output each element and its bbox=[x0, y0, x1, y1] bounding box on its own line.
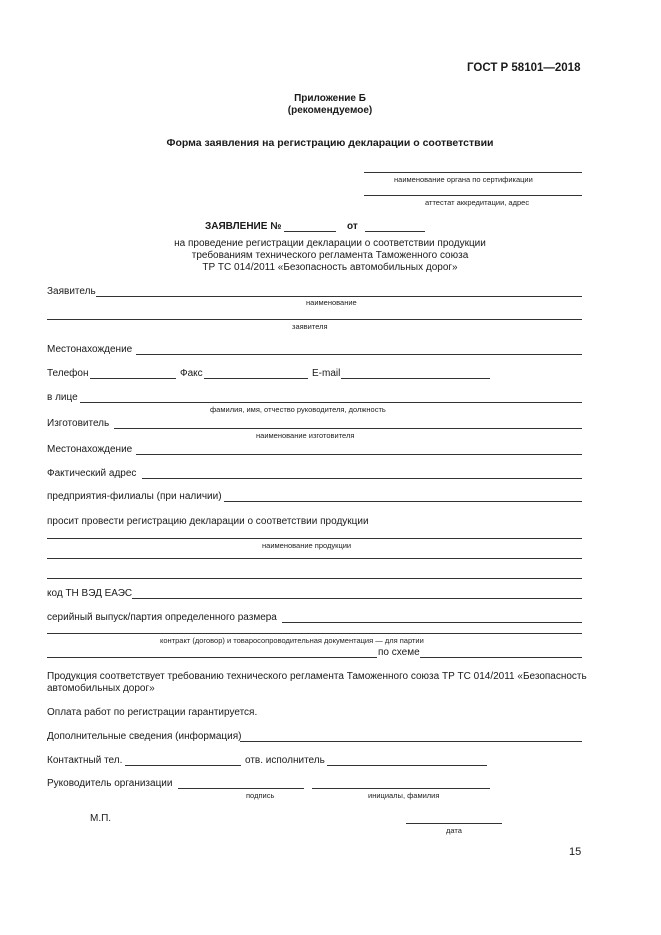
statement-date-line bbox=[365, 231, 425, 232]
org-line bbox=[364, 172, 582, 173]
actual-address-line bbox=[142, 478, 582, 479]
email-line bbox=[341, 378, 490, 379]
initials-line bbox=[312, 788, 490, 789]
applicant-caption-1: наименование bbox=[306, 298, 357, 307]
date-caption: дата bbox=[446, 826, 462, 835]
conformity-text-2: автомобильных дорог» bbox=[47, 683, 155, 694]
product-line-2 bbox=[47, 558, 582, 559]
manufacturer-line bbox=[114, 428, 582, 429]
applicant-line bbox=[96, 296, 582, 297]
by-scheme-label: по схеме bbox=[378, 647, 420, 658]
location2-line bbox=[136, 454, 582, 455]
head-label: Руководитель организации bbox=[47, 778, 173, 789]
actual-address-label: Фактический адрес bbox=[47, 468, 137, 479]
signature-caption: подпись bbox=[246, 791, 275, 800]
phone-label: Телефон bbox=[47, 368, 89, 379]
statement-line-1: на проведение регистрации декларации о соответствии продукции bbox=[174, 238, 486, 249]
scheme-line bbox=[420, 657, 582, 658]
statement-from: от bbox=[347, 221, 358, 232]
applicant-caption-2: заявителя bbox=[292, 322, 328, 331]
executor-line bbox=[327, 765, 487, 766]
document-code: ГОСТ Р 58101—2018 bbox=[467, 62, 581, 74]
form-title: Форма заявления на регистрацию декларации о соответствии bbox=[166, 137, 494, 149]
in-person-caption: фамилия, имя, отчество руководителя, должность bbox=[210, 405, 386, 414]
scheme-pre-line bbox=[47, 657, 377, 658]
stamp-label: М.П. bbox=[90, 813, 112, 824]
request-text: просит провести регистрацию декларации о соответствии продукции bbox=[47, 516, 369, 527]
statement-line-2: требованиям технического регламента Таможенного союза bbox=[191, 250, 469, 261]
manufacturer-caption: наименование изготовителя bbox=[256, 431, 355, 440]
serial-label: серийный выпуск/партия определенного размера bbox=[47, 612, 277, 623]
applicant-label: Заявитель bbox=[47, 286, 96, 297]
email-label: E-mail bbox=[312, 368, 341, 379]
contact-phone-line bbox=[125, 765, 241, 766]
additional-label: Дополнительные сведения (информация) bbox=[47, 731, 242, 742]
initials-caption: инициалы, фамилия bbox=[368, 791, 440, 800]
location-line bbox=[136, 354, 582, 355]
payment-text: Оплата работ по регистрации гарантируется. bbox=[47, 707, 258, 718]
applicant-line-2 bbox=[47, 319, 582, 320]
statement-number-line bbox=[284, 231, 336, 232]
attestat-line bbox=[364, 195, 582, 196]
location2-label: Местонахождение bbox=[47, 444, 133, 455]
appendix-title: Приложение Б bbox=[294, 93, 366, 104]
fax-line bbox=[204, 378, 308, 379]
fax-label: Факс bbox=[180, 368, 203, 379]
date-line bbox=[406, 823, 502, 824]
executor-label: отв. исполнитель bbox=[245, 755, 325, 766]
org-caption: наименование органа по сертификации bbox=[394, 175, 533, 184]
serial-line bbox=[282, 622, 582, 623]
in-person-label: в лице bbox=[47, 392, 78, 403]
tn-ved-label: код ТН ВЭД ЕАЭС bbox=[47, 588, 133, 599]
location-label: Местонахождение bbox=[47, 344, 133, 355]
attestat-caption: аттестат аккредитации, адрес bbox=[425, 198, 530, 207]
phone-line bbox=[90, 378, 176, 379]
product-line-3 bbox=[47, 578, 582, 579]
signature-line bbox=[178, 788, 304, 789]
product-caption: наименование продукции bbox=[262, 541, 352, 550]
additional-line bbox=[240, 741, 582, 742]
contract-line bbox=[47, 633, 582, 634]
statement-label: ЗАЯВЛЕНИЕ № bbox=[205, 221, 282, 232]
product-line-1 bbox=[47, 538, 582, 539]
branches-line bbox=[224, 501, 582, 502]
conformity-text: Продукция соответствует требованию технического регламента Таможенного союза ТР ТС 014/2011 «Безопасность bbox=[47, 671, 587, 682]
appendix-subtitle: (рекомендуемое) bbox=[287, 105, 373, 116]
tn-ved-line bbox=[132, 598, 582, 599]
contract-caption: контракт (договор) и товаросопроводительная документация — для партии bbox=[160, 636, 424, 645]
in-person-line bbox=[80, 402, 582, 403]
statement-line-3: ТР ТС 014/2011 «Безопасность автомобильных дорог» bbox=[202, 262, 458, 273]
manufacturer-label: Изготовитель bbox=[47, 418, 110, 429]
branches-label: предприятия-филиалы (при наличии) bbox=[47, 491, 222, 502]
contact-phone-label: Контактный тел. bbox=[47, 755, 123, 766]
page-number: 15 bbox=[569, 846, 582, 858]
